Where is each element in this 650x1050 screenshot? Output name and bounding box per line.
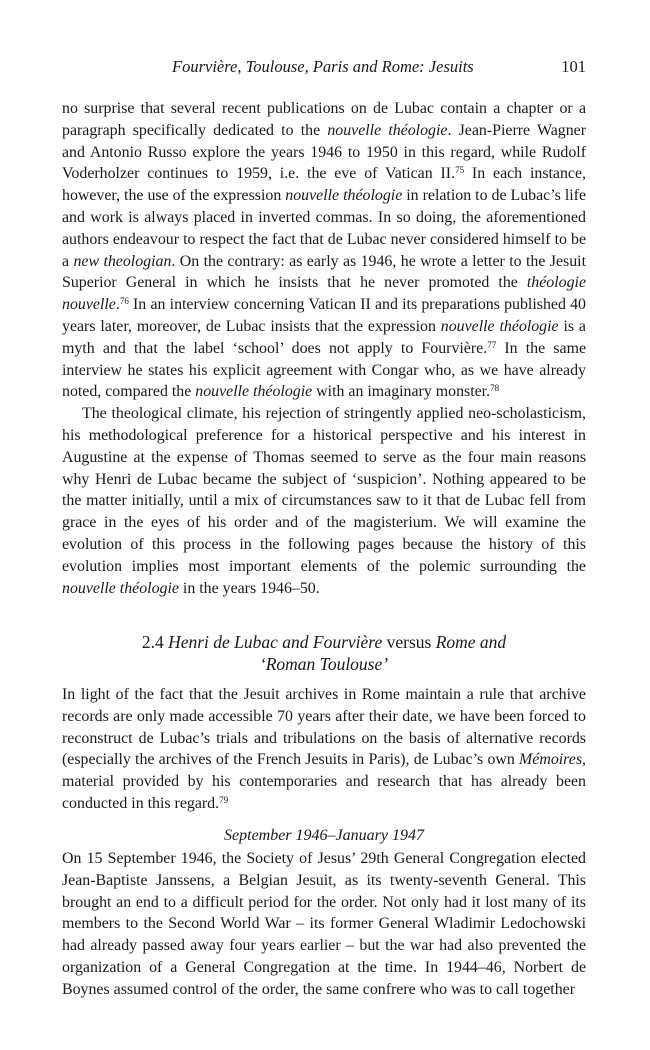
- text-run: is a myth and that the label ‘school’ does not apply to Fourvière.: [62, 317, 586, 357]
- paragraph: [62, 684, 586, 815]
- heading-italic: ‘Roman Toulouse’: [259, 654, 389, 674]
- page-number: 101: [561, 57, 586, 76]
- text-run: On 15 September 1946, the Society of Jesus’ 29th General Congregation elected Jean-Baptiste Janssens, a Belgian Jesuit, as its twenty-seventh General. This brought an end to a difficult period for the order. Not only had it lost many of its members to the Second World War – its former General Wladimir Ledochowski had already passed away four years earlier – but the war had also prevented the organization of a General Congregation at the time. In 1944–46, Norbert de Boynes assumed control of the order, the same confrere who was to call together: [62, 850, 586, 998]
- subheading: September 1946–January 1947: [224, 827, 424, 844]
- italic-term: nouvelle théologie: [440, 317, 559, 335]
- running-title: Fourvière, Toulouse, Paris and Rome: Jesuits: [172, 57, 474, 76]
- body-text: [62, 684, 586, 815]
- text-run: In each instance, however, the use of the expression: [62, 165, 587, 205]
- italic-term: Mémoires: [519, 751, 583, 769]
- paragraph: [62, 403, 586, 599]
- text-run: no surprise that several recent publications on de Lubac contain a chapter or a paragraph specifically dedicated to the: [62, 100, 586, 139]
- heading-italic: Rome and: [435, 632, 507, 652]
- paragraph: [62, 98, 586, 403]
- italic-term: nouvelle théologie: [285, 187, 403, 205]
- footnote-ref: 75: [455, 165, 465, 176]
- italic-term: théologie nouvelle: [62, 274, 586, 314]
- paragraph: [62, 848, 586, 1001]
- italic-term: new theologian: [73, 252, 172, 270]
- text-run: In an interview concerning Vatican II and its preparations published 40 years later, moreover, de Lubac insists that the expression: [62, 296, 586, 335]
- body-text: [62, 848, 586, 1001]
- text-run: In the same interview he states his explicit agreement with Congar who, as we have already noted, compared the: [62, 339, 587, 401]
- text-run: In light of the fact that the Jesuit archives in Rome maintain a rule that archive records are only made accessible 70 years after their date, we have been forced to reconstruct de Lubac’s trials and tribulations on the basis of alternative records (especially the archives of the French Jesuits in Paris), de Lubac’s own: [62, 686, 586, 769]
- text-run: .: [115, 296, 120, 314]
- heading-italic: Henri de Lubac and Fourvière: [168, 632, 383, 652]
- text-run: in the years 1946–50.: [178, 579, 320, 597]
- footnote-ref: 76: [119, 296, 129, 307]
- text-run: in relation to de Lubac’s life and work is always placed in inverted commas. In so doing, the aforementioned authors endeavour to respect the fact that de Lubac never considered himself to be a: [62, 187, 586, 270]
- text-run: The theological climate, his rejection of stringently applied neo-scholasticism, his methodological preference for a historical perspective and his interest in Augustine at the expense of Thomas seemed to serve as the four main reasons why Henri de Lubac became the subject of ‘suspicion’. Nothing appeared to be the matter initially, until a mix of circumstances saw to it that de Lubac fell from grace in the eyes of his order and of the magisterium. We will examine the evolution of this process in the following pages because the history of this evolution implies most important elements of the polemic surrounding the: [62, 405, 586, 575]
- italic-term: nouvelle théologie: [327, 121, 448, 139]
- body-text: [62, 98, 586, 599]
- text-run: . On the contrary: as early as 1946, he wrote a letter to the Jesuit Superior General in which he insists that he never promoted the: [62, 252, 586, 292]
- text-run: with an imaginary monster.: [312, 383, 491, 401]
- text-run: . Jean-Pierre Wagner and Antonio Russo explore the years 1946 to 1950 in this regard, while Rudolf Voderholzer continues to 1959, i.e. the eve of Vatican II.: [62, 121, 586, 183]
- text-run: , material provided by his contemporaries and research that has already been conducted in this regard.: [62, 751, 586, 812]
- section-heading: [62, 631, 586, 675]
- footnote-ref: 78: [490, 383, 500, 394]
- footnote-ref: 77: [487, 339, 497, 350]
- italic-term: nouvelle théologie: [195, 383, 313, 401]
- section-number: 2.4: [141, 632, 164, 652]
- footnote-ref: 79: [219, 794, 229, 805]
- heading-text: versus: [382, 632, 436, 652]
- italic-term: nouvelle théologie: [62, 579, 179, 597]
- running-head: [62, 57, 586, 79]
